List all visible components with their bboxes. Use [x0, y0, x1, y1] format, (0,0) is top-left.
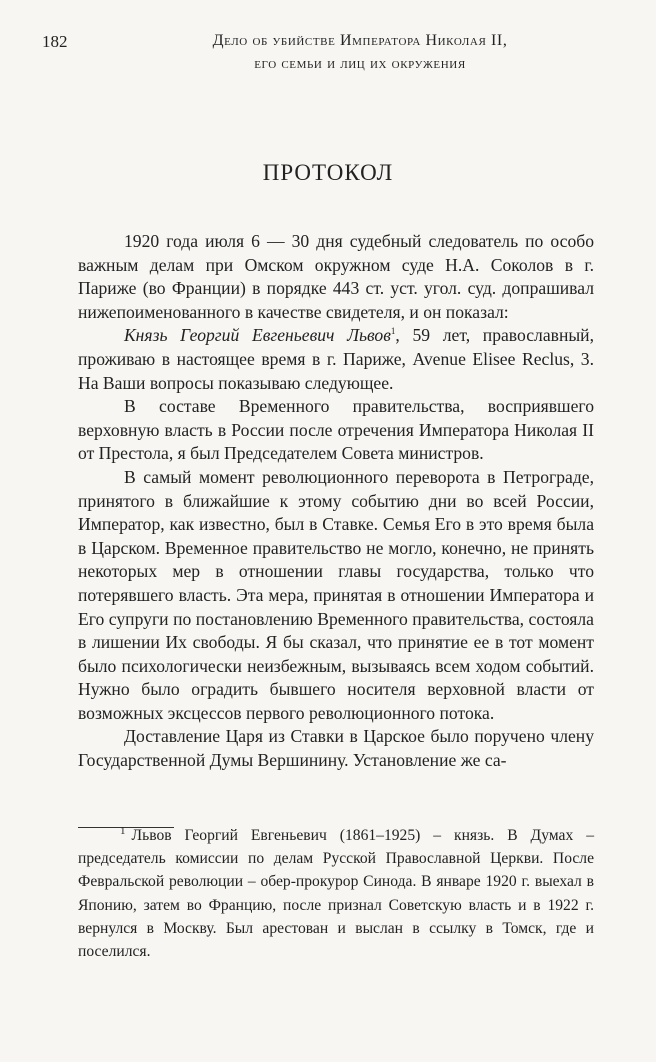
- paragraph-transfer: Доставление Царя из Ставки в Царское было поручено члену Государственной Думы Вершинину. Установление же са-: [78, 726, 594, 771]
- document-title: ПРОТОКОЛ: [262, 160, 394, 185]
- running-head-line-2: его семьи и лиц их окружения: [254, 55, 466, 72]
- footnote-number: 1: [120, 824, 126, 837]
- footnote: [78, 824, 594, 963]
- page-number: 182: [42, 32, 68, 51]
- running-head-line-1: Дело об убийстве Императора Николая II,: [212, 32, 508, 49]
- witness-statement: , 59 лет, православный, проживаю в настоящее время в г. Париже, Avenue Elisee Reclus, 3. На Ваши вопросы показываю следующее.: [78, 325, 594, 393]
- paragraph-revolution: В самый момент революционного переворота в Петрограде, принятого в ближайшие к этому событию дни во всей России, Император, как известно, был в Ставке. Семья Его в это время была в Царском. Временное правительство не могло, конечно, не принять некоторых мер в отношении главы государства, только что потерявшего власть. Эта мера, принятая в отношении Императора и Его супруги по постановлению Временного правительства, состояла в лишении Их свободы. Я бы сказал, что принятие ее в тот момент было психологически неизбежным, вызываясь всем ходом событий. Нужно было оградить бывшего носителя верховной власти от возможных эксцессов первого революционного потока.: [78, 466, 594, 723]
- paragraph-government: В составе Временного правительства, восприявшего верховную власть в России после отречения Императора Николая II от Престола, я был Председателем Совета министров.: [78, 396, 594, 464]
- footnote-reference: 1: [390, 326, 396, 337]
- footnote-text-block: [78, 824, 594, 963]
- witness-name: Князь Георгий Евгеньевич Львов: [124, 325, 391, 346]
- footnote-text: Львов Георгий Евгеньевич (1861–1925) – князь. В Думах – председатель комиссии по делам Русской Православной Церкви. После Февральской революции – обер-прокурор Синода. В январе 1920 г. выехал в Японию, затем во Францию, после признал Советскую власть и в 1922 г. вернулся в Москву. Был арестован и выслан в ссылку в Томск, где и поселился.: [78, 827, 594, 961]
- paragraph-witness: [78, 324, 594, 395]
- paragraph-intro: 1920 года июля 6 — 30 дня судебный следователь по особо важным делам при Омском окружном суде Н.А. Соколов в г. Париже (во Франции) в порядке 443 ст. уст. угол. суд. допрашивал нижепоименованного в качестве свидетеля, и он показал:: [78, 231, 594, 322]
- running-head: [150, 29, 570, 75]
- protocol-body: [78, 230, 594, 773]
